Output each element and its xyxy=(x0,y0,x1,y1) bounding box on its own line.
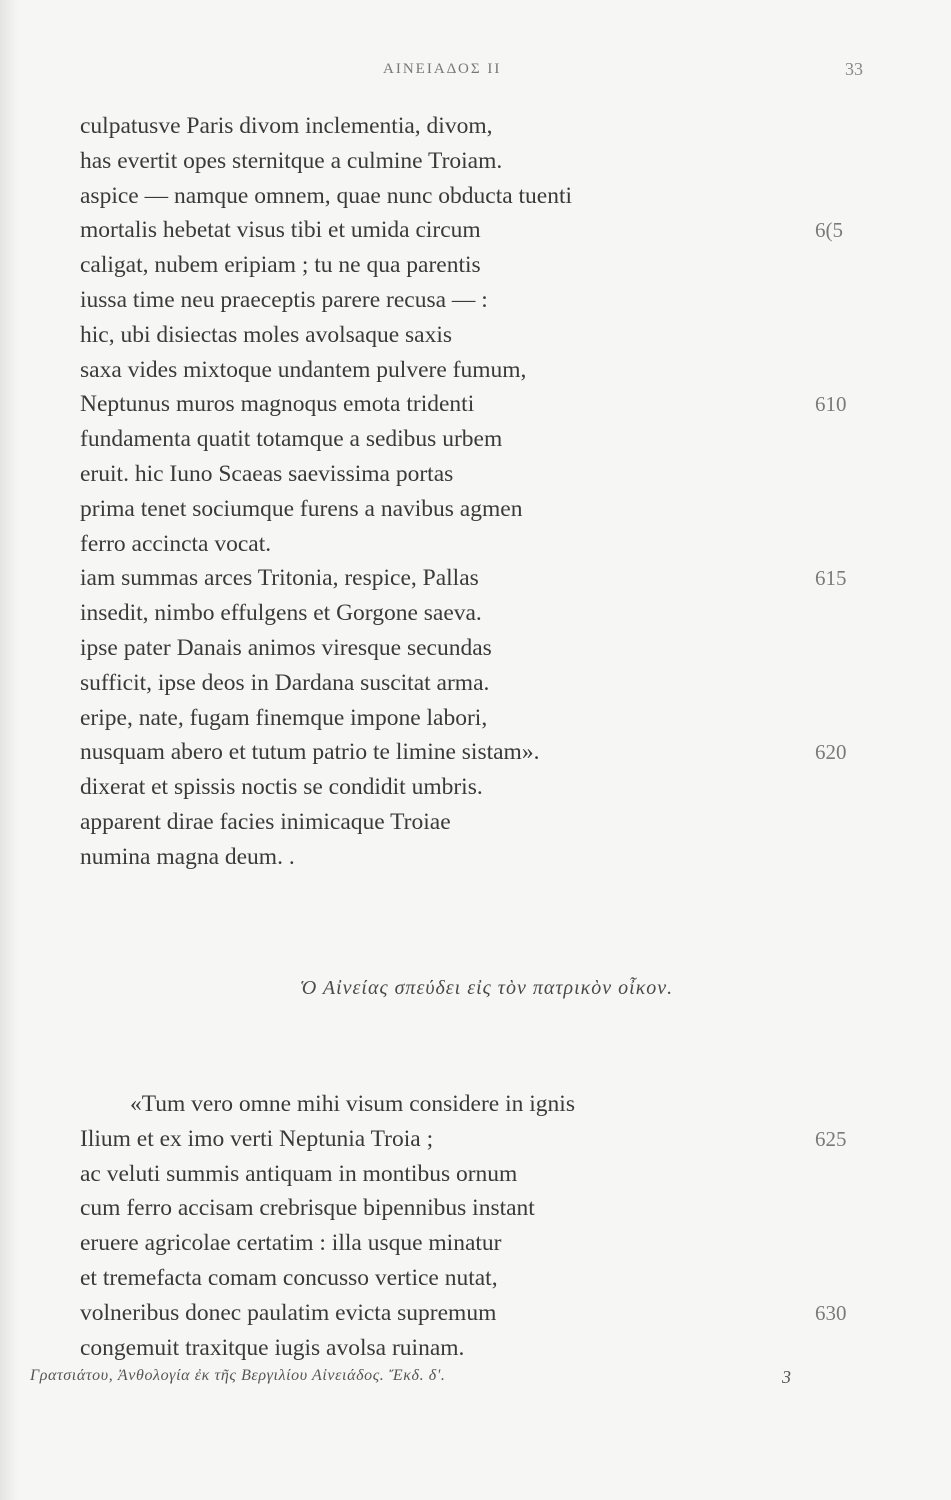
verse-text: cum ferro accisam crebrisque bipennibus instant xyxy=(80,1195,535,1222)
verse-text: Ilium et ex imo verti Neptunia Troia ; xyxy=(80,1125,434,1152)
verse-line xyxy=(80,1226,880,1261)
verse-text: ac veluti summis antiquam in montibus ornum xyxy=(80,1160,518,1187)
verse-text: numina magna deum. . xyxy=(80,843,295,870)
line-number: 610 xyxy=(815,392,847,417)
verse-line xyxy=(80,492,880,527)
verse-line xyxy=(80,805,880,840)
verse-line xyxy=(80,1296,880,1331)
verse-text: nusquam abero et tutum patrio te limine sistam». xyxy=(80,739,540,766)
verse-text: ipse pater Danais animos viresque secundas xyxy=(80,634,492,661)
verse-line xyxy=(80,457,880,492)
page-number: 33 xyxy=(845,59,863,79)
verse-text: eripe, nate, fugam finemque impone labori, xyxy=(80,704,488,731)
line-number: 625 xyxy=(815,1126,847,1151)
verse-text: saxa vides mixtoque undantem pulvere fumum, xyxy=(80,356,527,383)
verse-line xyxy=(80,596,880,631)
verse-block-top xyxy=(80,109,880,875)
verse-text: eruere agricolae certatim : illa usque minatur xyxy=(80,1230,502,1257)
verse-line xyxy=(80,666,880,701)
verse-text: dixerat et spissis noctis se condidit umbris. xyxy=(80,774,483,801)
verse-text: fundamenta quatit totamque a sedibus urbem xyxy=(80,426,503,453)
verse-text: «Tum vero omne mihi visum considere in ignis xyxy=(130,1091,575,1117)
verse-text: prima tenet sociumque furens a navibus agmen xyxy=(80,495,523,522)
verse-text: congemuit traxitque iugis avolsa ruinam. xyxy=(80,1334,465,1361)
verse-text: culpatusve Paris divom inclementia, divom, xyxy=(80,113,493,139)
verse-line xyxy=(80,701,880,736)
verse-line xyxy=(80,770,880,805)
verse-text: Neptunus muros magnoqus emota tridenti xyxy=(80,391,475,418)
verse-line xyxy=(80,283,880,318)
signature-mark: 3 xyxy=(782,1367,792,1387)
verse-line xyxy=(80,527,880,562)
verse-line xyxy=(80,1191,880,1226)
verse-text: apparent dirae facies inimicaque Troiae xyxy=(80,808,451,835)
verse-line xyxy=(80,387,880,422)
verse-text: iam summas arces Tritonia, respice, Pallas xyxy=(80,565,479,592)
verse-line xyxy=(80,109,880,144)
verse-line xyxy=(80,1331,880,1366)
verse-line xyxy=(80,631,880,666)
verse-text: hic, ubi disiectas moles avolsaque saxis xyxy=(80,321,453,348)
running-head xyxy=(0,58,951,82)
verse-line xyxy=(80,735,880,770)
verse-text: sufficit, ipse deos in Dardana suscitat arma. xyxy=(80,669,490,696)
verse-text: iussa time neu praeceptis parere recusa — : xyxy=(80,286,488,313)
footer-citation: Γρατσιάτου, Ἀνθολογία ἐκ τῆς Βεργιλίου Αἰνειάδος. Ἔκδ. δ'. xyxy=(30,1367,446,1384)
verse-line xyxy=(80,840,880,875)
verse-line xyxy=(80,1157,880,1192)
verse-text: aspice — namque omnem, quae nunc obducta tuenti xyxy=(80,182,573,209)
verse-line xyxy=(80,248,880,283)
line-number: 615 xyxy=(815,566,847,591)
verse-line xyxy=(80,318,880,353)
verse-line xyxy=(80,1087,880,1122)
verse-line xyxy=(80,1261,880,1296)
verse-text: has evertit opes sternitque a culmine Troiam. xyxy=(80,147,503,174)
verse-line xyxy=(80,144,880,179)
verse-line xyxy=(80,213,880,248)
verse-text: volneribus donec paulatim evicta supremum xyxy=(80,1299,497,1326)
verse-text: eruit. hic Iuno Scaeas saevissima portas xyxy=(80,460,454,487)
verse-text: caligat, nubem eripiam ; tu ne qua parentis xyxy=(80,252,481,279)
verse-line xyxy=(80,422,880,457)
line-number: 620 xyxy=(815,740,847,765)
verse-text: et tremefacta comam concusso vertice nutat, xyxy=(80,1264,498,1291)
verse-text: insedit, nimbo effulgens et Gorgone saeva. xyxy=(80,600,482,627)
section-heading: Ὁ Αἰνείας σπεύδει εἰς τὸν πατρικὸν οἶκον. xyxy=(299,977,674,999)
running-title: ΑΙΝΕΙΑΔΟΣ ΙΙ xyxy=(383,61,502,77)
line-number: 630 xyxy=(815,1300,847,1325)
verse-line xyxy=(80,561,880,596)
line-number: 6(5 xyxy=(815,218,843,243)
verse-text: ferro accincta vocat. xyxy=(80,530,272,557)
verse-block-bottom xyxy=(80,1087,880,1365)
verse-line xyxy=(80,1122,880,1157)
verse-line xyxy=(80,179,880,214)
verse-line xyxy=(80,353,880,388)
page-footer xyxy=(30,1367,810,1397)
verse-text: mortalis hebetat visus tibi et umida circum xyxy=(80,217,481,244)
